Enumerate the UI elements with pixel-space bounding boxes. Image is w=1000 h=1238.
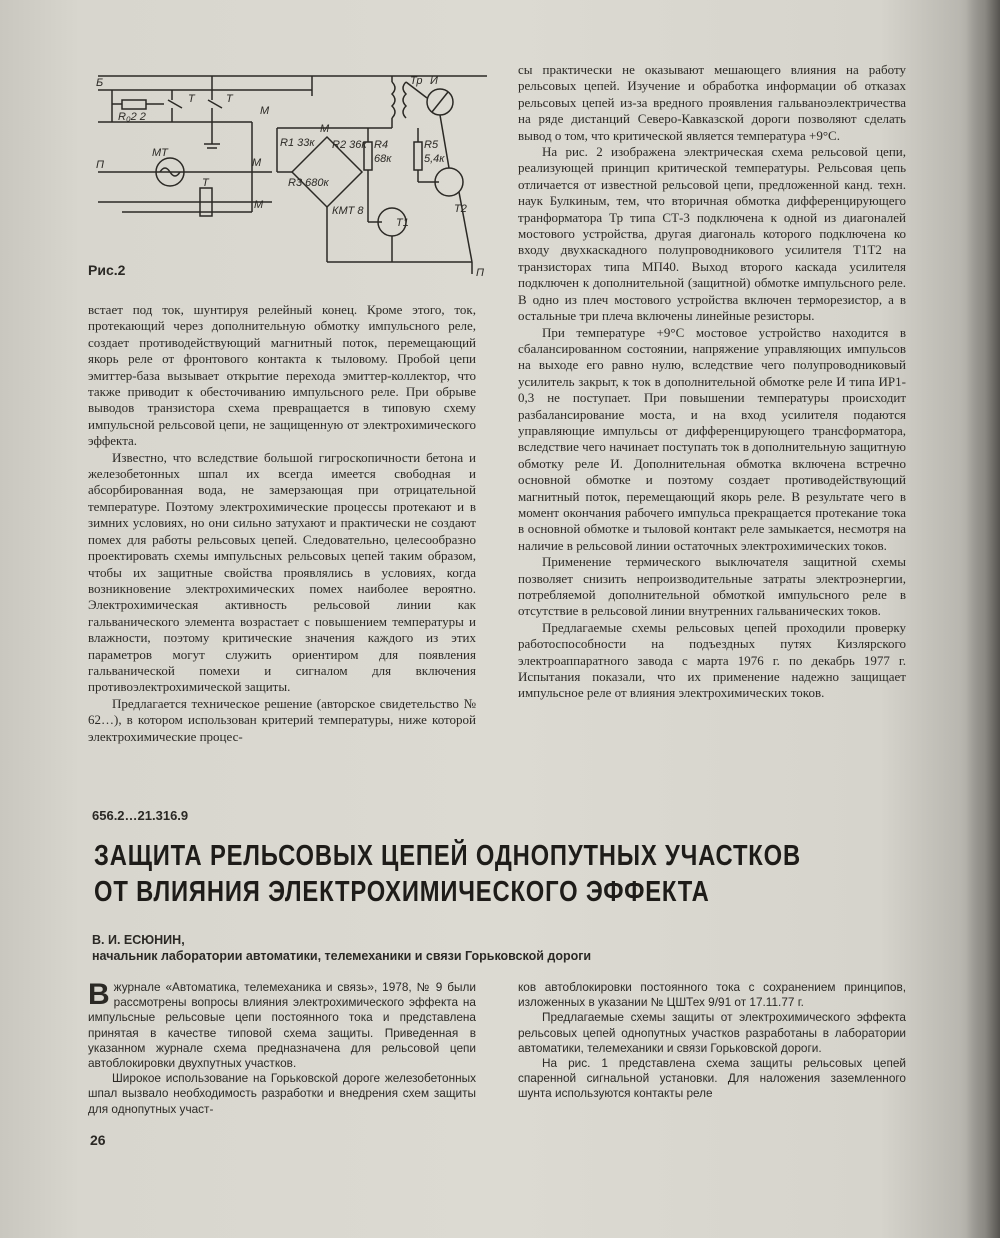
figure-caption: Рис.2 <box>88 262 126 278</box>
title-line-1: ЗАЩИТА РЕЛЬСОВЫХ ЦЕПЕЙ ОДНОПУТНЫХ УЧАСТКОВ <box>94 840 801 872</box>
paragraph: ков автоблокировки постоянного тока с сохранением принципов, изложенных в указании № ЦШТех 9/91 от 17.11.77 г. <box>518 980 906 1010</box>
label-r5-value: 5,4к <box>424 153 445 165</box>
title-line-2: ОТ ВЛИЯНИЯ ЭЛЕКТРОХИМИЧЕСКОГО ЭФФЕКТА <box>94 876 710 908</box>
author-block <box>92 932 591 964</box>
paragraph: Предлагается техническое решение (авторское свидетельство № 62…), в котором использован критерий температуры, ниже которой электрохимические процес- <box>88 695 476 744</box>
label-m1: М <box>260 105 270 117</box>
paragraph: Предлагаемые схемы защиты от электрохимического эффекта рельсовых цепей однопутных участков разработаны в лаборатории автоматики, телемеханики и связи Горьковской дороги. <box>518 1010 906 1055</box>
label-m2: М <box>252 157 262 169</box>
page-edge-shadow <box>966 0 1000 1238</box>
paragraph: Широкое использование на Горьковской дороге железобетонных шпал вызвало необходимость разработки и внедрения схем защиты для однопутных участ- <box>88 1071 476 1116</box>
circuit-schematic <box>92 62 494 280</box>
page-number: 26 <box>90 1132 106 1148</box>
label-tr: Тр <box>410 75 423 87</box>
dropcap: В <box>88 978 110 1011</box>
paragraph: На рис. 1 представлена схема защиты рельсовых цепей спаренной сигнальной установки. Для наложения заземленного шунта используются контакты реле <box>518 1056 906 1101</box>
paragraph: встает под ток, шунтируя релейный конец. Кроме этого, ток, протекающий через дополнительную обмотку импульсного реле, создает противодействующий магнитный поток, перемещающий якорь реле от фронтового контакта к тыловому. Пробой цепи эмиттер-база вызывает открытие перехода эмиттер-коллектор, что также приводит к обесточиванию импульсного реле. При обрыве выводов транзистора схема превращается в типовую схему импульсной рельсовой цепи, не защищенную от электрохимического эффекта. <box>88 302 476 449</box>
label-r3: R3 680к <box>288 177 329 189</box>
label-i: И <box>430 75 438 87</box>
paragraph: На рис. 2 изображена электрическая схема рельсовой цепи, реализующей принцип критической температуры. Рельсовая цепь отличается от известной рельсовой цепи, предложенной канд. техн. наук Булкиным, тем, что вторичная обмотка дифференцирующего транформатора Тр типа СТ-3 подключена к одной из диагоналей мостового устройства, другая диагональ которого подключена ко входу двухкаскадного полупроводникового усилителя Т1Т2 на транзисторах типа МП40. Выход второго каскада усилителя подключен к дополнительной (защитной) обмотке импульсного реле. В одно из плеч мостового устройства включен терморезистор, а в остальные три плеча включены линейные резисторы. <box>518 144 906 324</box>
label-t2: Т <box>226 93 233 105</box>
author-name: В. И. ЕСЮНИН, <box>92 933 185 947</box>
paragraph: При температуре +9°С мостовое устройство находится в сбалансированном состоянии, напряжение управляющих импульсов на выходе его равно нулю, вследствие чего полупроводниковый усилитель закрыт, к ток в дополнительной обмотке реле И типа ИР1-0,3 не поступает. При повышении температуры происходит разбалансирование моста, и на вход усилителя подаются управляющие импульсы от дифференцирующего трансформатора, вследствие чего начинает поступать ток в дополнительную защитную обмотку реле И. Дополнительная обмотка включена встречно основной обмотке и поэтому создает противодействующий магнитный поток, перемещающий якорь реле. В результате чего в момент окончания рабочего импульса прекращается протекание тока в основной обмотке и тыловой контакт реле замыкается, несмотря на наличие в рельсовой линии остаточных электрохимических токов. <box>518 324 906 553</box>
paragraph: Известно, что вследствие большой гигроскопичности бетона и железобетонных шпал их всегда имеется свободная и абсорбированная вода, не замерзающая при отрицательной температуре. Поэтому электрохимические процессы протекают и в зимних условиях, но они сильно затухают и практически не создают помех для работы рельсовых цепей. Следовательно, целесообразно проектировать схемы импульсных рельсовых цепей таким образом, чтобы их защитные свойства проявлялись в условиях, когда возникновение электрохимических помех наиболее вероятно. Электрохимическая активность рельсовой линии как гальванического элемента возрастает с повышением температуры и влажности, поэтому критические значения каждого из этих параметров могут служить ориентиром для появления гальванической помехи и сигналом для включения противоэлектрохимической защиты. <box>88 449 476 695</box>
paragraph <box>88 980 476 1071</box>
label-p2: П <box>476 267 484 279</box>
label-r4-value: 68к <box>374 153 392 165</box>
label-mt: МТ <box>152 147 168 159</box>
label-t1b: Т1 <box>396 217 409 229</box>
label-r4: R4 <box>374 139 389 151</box>
label-m4: М <box>320 123 330 135</box>
label-r5: R5 <box>424 139 439 151</box>
label-m3: М <box>254 199 264 211</box>
article-title <box>94 838 801 910</box>
label-t2b: Т2 <box>454 203 467 215</box>
column-left-top <box>88 302 476 745</box>
paragraph: сы практически не оказывают мешающего влияния на работу рельсовых цепей. Изучение и обработка информации об отказах рельсовых цепей из-за вредного проявления гальваноэлектричества на ряде дистанций Северо-Кавказской дороги позволяют сделать вывод о том, что критической является температура +9°С. <box>518 62 906 143</box>
column-right-bottom <box>518 980 906 1102</box>
label-kmt: КМТ 8 <box>332 205 364 217</box>
label-r2: R2 36к <box>332 139 367 151</box>
author-position: начальник лаборатории автоматики, телемеханики и связи Горьковской дороги <box>92 949 592 963</box>
udc-code: 656.2…21.316.9 <box>92 808 189 823</box>
label-b: Б <box>96 77 104 89</box>
circuit-diagram <box>92 62 494 280</box>
paragraph-text: журнале «Автоматика, телемеханика и связь», 1978, № 9 были рассмотрены вопросы влияния электрохимического эффекта на импульсные рельсовые цепи постоянного тока и представлена принятая в качестве типовой схема защиты. Приведенная в указанном журнале схема предназначена для рельсовой цепи автоблокировки двухпутных участков. <box>88 980 476 1071</box>
paragraph: Предлагаемые схемы рельсовых цепей проходили проверку работоспособности на подъездных путях Кизлярского электроаппаратного завода с марта 1976 г. по декабрь 1977 г. Испытания показали, что их применение надежно защищает импульсное реле от влияния электрохимических токов. <box>518 619 906 701</box>
column-left-bottom <box>88 980 476 1117</box>
label-r1: R1 33к <box>280 137 315 149</box>
column-right-top <box>518 62 906 702</box>
label-p: П <box>96 159 104 171</box>
label-t1: Т <box>188 93 195 105</box>
paragraph: Применение термического выключателя защитной схемы позволяет снизить непроизводительные затраты электроэнергии, потребляемой дополнительной обмоткой импульсного реле в отсутствие в рельсовой линии внутренних гальванических токов. <box>518 554 906 619</box>
label-t3: Т <box>202 177 209 189</box>
label-r0: R₀2 2 <box>118 111 146 123</box>
